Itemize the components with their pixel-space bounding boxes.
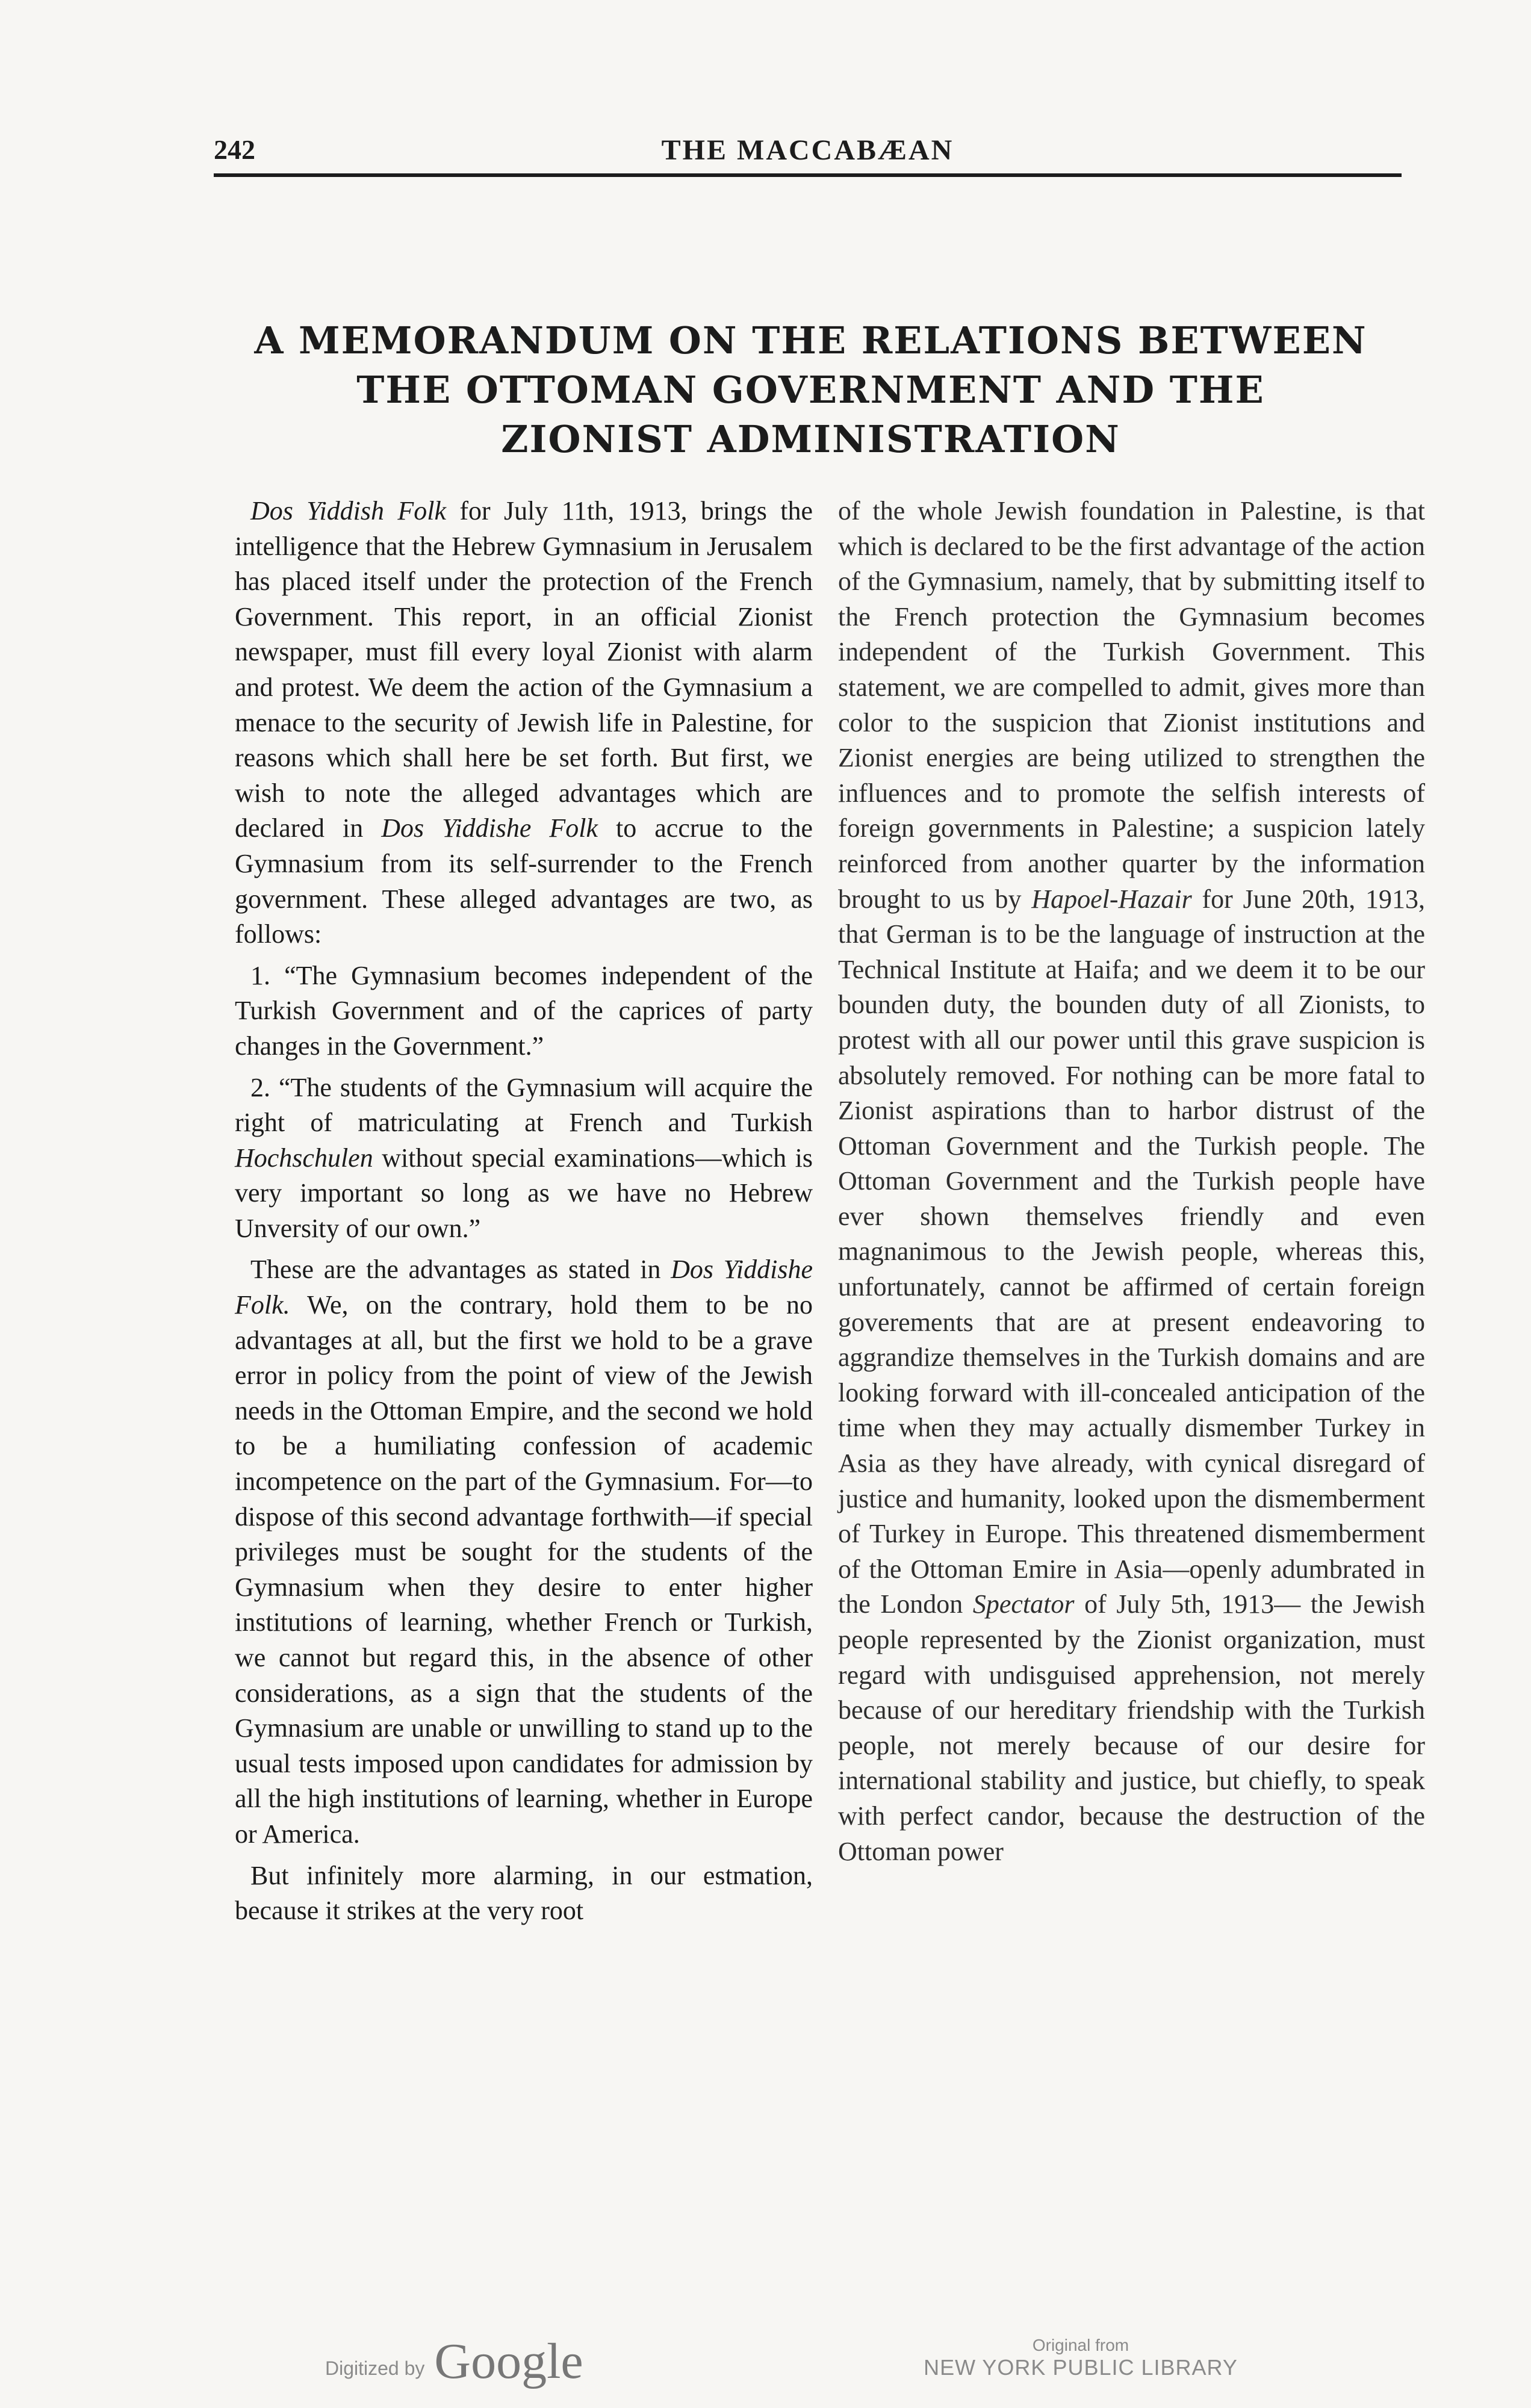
title-line-2: THE OTTOMAN GOVERNMENT AND THE <box>356 368 1265 412</box>
title-line-3: ZIONIST ADMINISTRATION <box>501 417 1120 461</box>
page-number: 242 <box>214 134 255 165</box>
library-attribution <box>921 2336 1240 2380</box>
header-rule <box>214 173 1402 177</box>
title-line-1: A MEMORANDUM ON THE RELATIONS BETWEEN <box>254 318 1367 362</box>
left-column <box>235 494 813 1935</box>
paragraph: These are the advantages as stated in Dos Yiddishe Folk. We, on the contrary, hold them to be no advantages at all, but the first we hold to be a grave error in policy from the point of view of the Jewish needs in the Ottoman Empire, and the second we hold to be a humiliating confession of academic incompetence on the part of the Gymnasium. For—to dispose of this second advantage forthwith—if special privileges must be sought for the students of the Gymnasium when they desire to enter higher institutions of learning, whether French or Turkish, we cannot but regard this, in the absence of other considerations, as a sign that the students of the Gymnasium are unable or unwilling to stand up to the usual tests imposed upon candidates for admission by all the high institutions of learning, whether in Europe or America. <box>235 1255 813 1849</box>
publication-name: Spectator <box>972 1589 1075 1619</box>
digitized-by-google <box>325 2333 583 2387</box>
google-logo: Google <box>434 2333 583 2389</box>
digitized-by-label: Digitized by <box>325 2357 425 2379</box>
publication-name: Hapoel-Hazair <box>1031 884 1192 914</box>
original-from-label: Original from <box>1032 2336 1129 2354</box>
right-column <box>838 494 1425 1875</box>
library-name: NEW YORK PUBLIC LIBRARY <box>924 2355 1238 2380</box>
paragraph: But infinitely more alarming, in our estmation, because it strikes at the very root <box>235 1860 813 1926</box>
publication-name: Dos Yiddishe Folk. <box>235 1255 813 1320</box>
running-head <box>214 134 1402 176</box>
journal-title: THE MACCABÆAN <box>661 134 954 166</box>
publication-name: Dos Yiddishe Folk <box>381 813 598 843</box>
publication-name: Dos Yiddish Folk <box>250 496 446 526</box>
paragraph: of the whole Jewish foundation in Palestine, is that which is declared to be the first advantage of the action of the Gymnasium, namely, that by submitting itself to the French protection the Gymnasium becomes independent of the Turkish Government. This statement, we are compelled to admit, gives more than color to the suspicion that Zionist institutions and Zionist energies are being utilized to strengthen the influences and to promote the selfish interests of foreign governments in Palestine; a suspicion lately reinforced from another quarter by the information brought to us by Hapoel-Hazair for June 20th, 1913, that German is to be the language of instruction at the Technical Institute at Haifa; and we deem it to be our bounden duty, the bounden duty of all Zionists, to protest with all our power until this grave suspicion is absolutely removed. For nothing can be more fatal to Zionist aspirations than to harbor distrust of the Ottoman Government and the Turkish people. The Ottoman Government and the Turkish people have ever shown themselves friendly and even magnanimous to the Jewish people, whereas this, unfortunately, cannot be affirmed of certain foreign goverements that are at present endeavoring to aggrandize themselves in the Turkish domains and are looking forward with ill-concealed anticipation of the time when they may actually dismember Turkey in Asia as they have already, with cynical disregard of justice and humanity, looked upon the dismemberment of Turkey in Europe. This threatened dismemberment of the Ottoman Emire in Asia—openly adumbrated in the London Spectator of July 5th, 1913— the Jewish people represented by the Zionist organization, must regard with undisguised apprehension, not merely because of our hereditary friendship with the Turkish people, not merely because of our desire for international stability and justice, but chiefly, to speak with perfect candor, because the destruction of the Ottoman power <box>838 496 1425 1866</box>
quoted-item-2: 2. “The students of the Gymnasium will acquire the right of matriculating at French and Turkish Hochschulen without special examinations—which is very important so long as we have no Hebrew Unversity of our own.” <box>235 1072 813 1243</box>
article-title <box>199 316 1423 464</box>
quoted-item-1: 1. “The Gymnasium becomes independent of the Turkish Government and of the caprices of party changes in the Government.” <box>235 960 813 1061</box>
paragraph: Dos Yiddish Folk for July 11th, 1913, brings the intelligence that the Hebrew Gymnasium in Jerusalem has placed itself under the protection of the French Government. This report, in an official Zionist newspaper, must fill every loyal Zionist with alarm and protest. We deem the action of the Gymnasium a menace to the security of Jewish life in Palestine, for reasons which shall here be set forth. But first, we wish to note the alleged advantages which are declared in Dos Yiddishe Folk to accrue to the Gymnasium from its self-surrender to the French government. These alleged advantages are two, as follows: <box>235 496 813 949</box>
